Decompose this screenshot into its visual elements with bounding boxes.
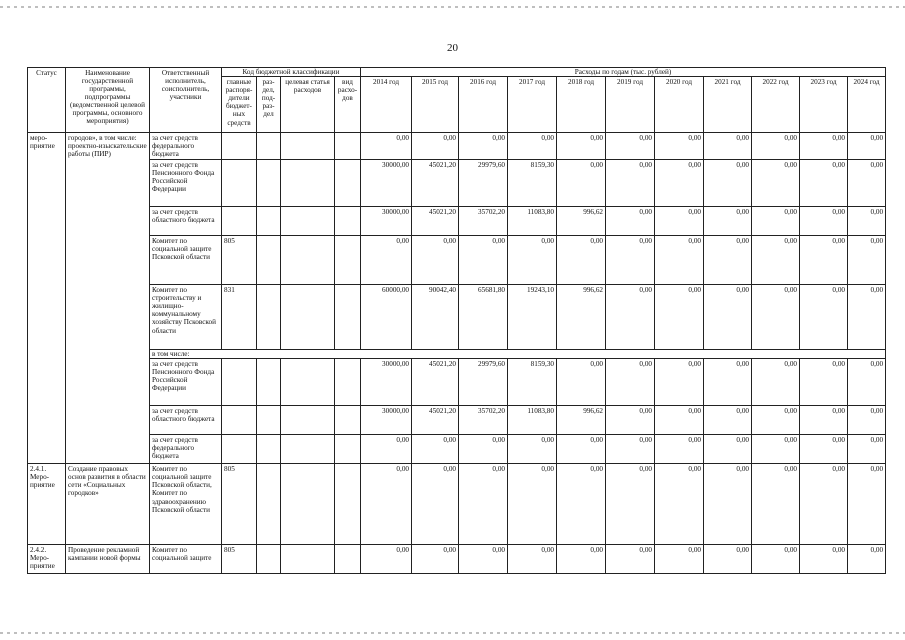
year-value-cell: 0,00 bbox=[459, 435, 508, 464]
table-row bbox=[28, 236, 886, 285]
year-value-cell: 45021,20 bbox=[412, 359, 459, 406]
year-value-cell: 0,00 bbox=[800, 285, 848, 350]
year-value-cell: 0,00 bbox=[508, 435, 557, 464]
grbs-cell: 805 bbox=[222, 236, 257, 285]
year-value-cell: 45021,20 bbox=[412, 160, 459, 207]
year-value-cell: 0,00 bbox=[361, 545, 412, 574]
year-value-cell: 0,00 bbox=[800, 545, 848, 574]
table-row bbox=[28, 464, 886, 545]
year-value-cell: 0,00 bbox=[752, 160, 800, 207]
table-row bbox=[28, 160, 886, 207]
section-cell bbox=[257, 236, 281, 285]
year-value-cell: 45021,20 bbox=[412, 406, 459, 435]
year-value-cell: 0,00 bbox=[800, 236, 848, 285]
year-value-cell: 0,00 bbox=[606, 285, 655, 350]
responsible-cell: за счет средств Пенсионного Фонда Российской Федерации bbox=[150, 160, 222, 207]
year-value-cell: 8159,30 bbox=[508, 359, 557, 406]
year-value-cell: 0,00 bbox=[557, 545, 606, 574]
year-value-cell: 0,00 bbox=[752, 236, 800, 285]
year-value-cell: 996,62 bbox=[557, 285, 606, 350]
expense-type-cell bbox=[335, 359, 361, 406]
year-value-cell: 0,00 bbox=[606, 435, 655, 464]
year-value-cell: 0,00 bbox=[752, 464, 800, 545]
year-value-cell: 35702,20 bbox=[459, 207, 508, 236]
year-value-cell: 0,00 bbox=[606, 359, 655, 406]
year-value-cell: 0,00 bbox=[848, 236, 886, 285]
year-value-cell: 45021,20 bbox=[412, 207, 459, 236]
year-value-cell: 0,00 bbox=[557, 464, 606, 545]
year-value-cell: 0,00 bbox=[848, 545, 886, 574]
year-value-cell: 0,00 bbox=[557, 133, 606, 160]
year-value-cell: 0,00 bbox=[459, 464, 508, 545]
year-value-cell: 0,00 bbox=[606, 236, 655, 285]
year-value-cell: 0,00 bbox=[704, 406, 752, 435]
year-value-cell: 0,00 bbox=[800, 359, 848, 406]
target-article-cell bbox=[281, 207, 335, 236]
subtotal-label-row bbox=[28, 350, 886, 359]
target-article-cell bbox=[281, 133, 335, 160]
year-value-cell: 0,00 bbox=[459, 133, 508, 160]
year-value-cell: 30000,00 bbox=[361, 406, 412, 435]
year-value-cell: 65681,80 bbox=[459, 285, 508, 350]
section-cell bbox=[257, 435, 281, 464]
table-row bbox=[28, 133, 886, 160]
year-value-cell: 0,00 bbox=[412, 435, 459, 464]
year-value-cell: 0,00 bbox=[848, 435, 886, 464]
section-cell bbox=[257, 133, 281, 160]
year-value-cell: 0,00 bbox=[655, 406, 704, 435]
in-total-label: в том числе: bbox=[150, 350, 886, 359]
year-value-cell: 0,00 bbox=[606, 464, 655, 545]
year-value-cell: 0,00 bbox=[848, 464, 886, 545]
year-value-cell: 0,00 bbox=[655, 133, 704, 160]
header-year: 2015 год bbox=[412, 77, 459, 133]
header-code-col: раз-дел, под-раз-дел bbox=[257, 77, 281, 133]
table-row bbox=[28, 207, 886, 236]
year-value-cell: 0,00 bbox=[557, 236, 606, 285]
section-cell bbox=[257, 464, 281, 545]
year-value-cell: 0,00 bbox=[655, 464, 704, 545]
expense-type-cell bbox=[335, 406, 361, 435]
year-value-cell: 0,00 bbox=[800, 464, 848, 545]
header-year: 2020 год bbox=[655, 77, 704, 133]
scan-top-edge bbox=[0, 6, 905, 8]
year-value-cell: 19243,10 bbox=[508, 285, 557, 350]
year-value-cell: 0,00 bbox=[606, 406, 655, 435]
header-year: 2018 год bbox=[557, 77, 606, 133]
target-article-cell bbox=[281, 285, 335, 350]
expense-type-cell bbox=[335, 236, 361, 285]
budget-table bbox=[27, 67, 886, 574]
expense-type-cell bbox=[335, 133, 361, 160]
expense-type-cell bbox=[335, 285, 361, 350]
year-value-cell: 0,00 bbox=[606, 207, 655, 236]
year-value-cell: 0,00 bbox=[752, 406, 800, 435]
year-value-cell: 29979,60 bbox=[459, 359, 508, 406]
year-value-cell: 0,00 bbox=[752, 545, 800, 574]
year-value-cell: 0,00 bbox=[752, 285, 800, 350]
year-value-cell: 0,00 bbox=[459, 236, 508, 285]
year-value-cell: 35702,20 bbox=[459, 406, 508, 435]
year-value-cell: 0,00 bbox=[508, 133, 557, 160]
responsible-cell: Комитет по социальной защите Псковской области bbox=[150, 236, 222, 285]
header-expenses: Расходы по годам (тыс. рублей) bbox=[361, 68, 886, 77]
year-value-cell: 996,62 bbox=[557, 207, 606, 236]
grbs-cell bbox=[222, 406, 257, 435]
year-value-cell: 8159,30 bbox=[508, 160, 557, 207]
target-article-cell bbox=[281, 464, 335, 545]
year-value-cell: 0,00 bbox=[361, 435, 412, 464]
responsible-cell: Комитет по строительству и жилищно-коммунальному хозяйству Псковской области bbox=[150, 285, 222, 350]
year-value-cell: 0,00 bbox=[848, 133, 886, 160]
header-responsible: Ответственный исполнитель, соисполнитель, участники bbox=[150, 68, 222, 133]
grbs-cell bbox=[222, 133, 257, 160]
year-value-cell: 0,00 bbox=[606, 160, 655, 207]
year-value-cell: 0,00 bbox=[704, 545, 752, 574]
year-value-cell: 0,00 bbox=[655, 160, 704, 207]
header-year: 2021 год bbox=[704, 77, 752, 133]
year-value-cell: 0,00 bbox=[704, 435, 752, 464]
year-value-cell: 0,00 bbox=[752, 435, 800, 464]
responsible-cell: за счет средств федерального бюджета bbox=[150, 133, 222, 160]
header-status: Статус bbox=[28, 68, 66, 133]
page-number: 20 bbox=[447, 42, 458, 54]
header-year: 2016 год bbox=[459, 77, 508, 133]
year-value-cell: 996,62 bbox=[557, 406, 606, 435]
year-value-cell: 0,00 bbox=[606, 545, 655, 574]
year-value-cell: 0,00 bbox=[752, 133, 800, 160]
year-value-cell: 0,00 bbox=[800, 435, 848, 464]
year-value-cell: 0,00 bbox=[557, 359, 606, 406]
header-code-col: вид расхо-дов bbox=[335, 77, 361, 133]
expense-type-cell bbox=[335, 545, 361, 574]
expense-type-cell bbox=[335, 207, 361, 236]
year-value-cell: 0,00 bbox=[557, 435, 606, 464]
year-value-cell: 0,00 bbox=[508, 464, 557, 545]
year-value-cell: 0,00 bbox=[557, 160, 606, 207]
header-year: 2023 год bbox=[800, 77, 848, 133]
year-value-cell: 0,00 bbox=[752, 359, 800, 406]
year-value-cell: 0,00 bbox=[655, 207, 704, 236]
responsible-cell: за счет средств областного бюджета bbox=[150, 406, 222, 435]
year-value-cell: 0,00 bbox=[361, 133, 412, 160]
year-value-cell: 0,00 bbox=[459, 545, 508, 574]
year-value-cell: 0,00 bbox=[704, 160, 752, 207]
year-value-cell: 0,00 bbox=[361, 236, 412, 285]
year-value-cell: 90042,40 bbox=[412, 285, 459, 350]
year-value-cell: 0,00 bbox=[655, 236, 704, 285]
table-row bbox=[28, 285, 886, 350]
grbs-cell: 805 bbox=[222, 464, 257, 545]
status-cell: меро-приятие bbox=[28, 133, 66, 464]
responsible-cell: за счет средств Пенсионного Фонда Российской Федерации bbox=[150, 359, 222, 406]
year-value-cell: 0,00 bbox=[848, 160, 886, 207]
responsible-cell: за счет средств федерального бюджета bbox=[150, 435, 222, 464]
year-value-cell: 0,00 bbox=[412, 236, 459, 285]
table-row bbox=[28, 435, 886, 464]
responsible-cell: за счет средств областного бюджета bbox=[150, 207, 222, 236]
year-value-cell: 0,00 bbox=[412, 133, 459, 160]
expense-type-cell bbox=[335, 464, 361, 545]
year-value-cell: 0,00 bbox=[704, 464, 752, 545]
header-row-1 bbox=[28, 68, 886, 77]
header-year: 2024 год bbox=[848, 77, 886, 133]
year-value-cell: 30000,00 bbox=[361, 207, 412, 236]
year-value-cell: 0,00 bbox=[848, 207, 886, 236]
year-value-cell: 29979,60 bbox=[459, 160, 508, 207]
header-year: 2017 год bbox=[508, 77, 557, 133]
target-article-cell bbox=[281, 545, 335, 574]
year-value-cell: 11083,80 bbox=[508, 207, 557, 236]
responsible-cell: Комитет по социальной защите Псковской области, Комитет по здравоохранению Псковской области bbox=[150, 464, 222, 545]
expense-type-cell bbox=[335, 160, 361, 207]
header-year: 2019 год bbox=[606, 77, 655, 133]
target-article-cell bbox=[281, 435, 335, 464]
table-row bbox=[28, 406, 886, 435]
year-value-cell: 0,00 bbox=[655, 285, 704, 350]
section-cell bbox=[257, 207, 281, 236]
header-code-col: целевая статья расходов bbox=[281, 77, 335, 133]
name-cell: Создание правовых основ развития в области сети «Социальных городков» bbox=[66, 464, 150, 545]
year-value-cell: 0,00 bbox=[800, 207, 848, 236]
year-value-cell: 0,00 bbox=[800, 133, 848, 160]
year-value-cell: 0,00 bbox=[848, 406, 886, 435]
year-value-cell: 0,00 bbox=[606, 133, 655, 160]
year-value-cell: 0,00 bbox=[704, 236, 752, 285]
grbs-cell bbox=[222, 160, 257, 207]
year-value-cell: 0,00 bbox=[800, 406, 848, 435]
header-year: 2022 год bbox=[752, 77, 800, 133]
year-value-cell: 0,00 bbox=[655, 359, 704, 406]
target-article-cell bbox=[281, 359, 335, 406]
year-value-cell: 60000,00 bbox=[361, 285, 412, 350]
section-cell bbox=[257, 160, 281, 207]
year-value-cell: 30000,00 bbox=[361, 160, 412, 207]
target-article-cell bbox=[281, 160, 335, 207]
year-value-cell: 0,00 bbox=[412, 464, 459, 545]
year-value-cell: 0,00 bbox=[508, 236, 557, 285]
year-value-cell: 0,00 bbox=[752, 207, 800, 236]
header-year: 2014 год bbox=[361, 77, 412, 133]
status-cell: 2.4.1. Меро-приятие bbox=[28, 464, 66, 545]
year-value-cell: 0,00 bbox=[848, 359, 886, 406]
status-cell: 2.4.2. Меро-приятие bbox=[28, 545, 66, 574]
year-value-cell: 0,00 bbox=[848, 285, 886, 350]
table-row bbox=[28, 359, 886, 406]
header-budget-code: Код бюджетной классификации bbox=[222, 68, 361, 77]
table-row bbox=[28, 545, 886, 574]
year-value-cell: 0,00 bbox=[508, 545, 557, 574]
header-name: Наименование государственной программы, подпрограммы (ведомственной целевой программы, основного мероприятия) bbox=[66, 68, 150, 133]
section-cell bbox=[257, 406, 281, 435]
target-article-cell bbox=[281, 236, 335, 285]
year-value-cell: 0,00 bbox=[655, 435, 704, 464]
name-cell: городов», в том числе: проектно-изыскательские работы (ПИР) bbox=[66, 133, 150, 464]
year-value-cell: 0,00 bbox=[704, 285, 752, 350]
year-value-cell: 0,00 bbox=[655, 545, 704, 574]
year-value-cell: 30000,00 bbox=[361, 359, 412, 406]
year-value-cell: 0,00 bbox=[704, 133, 752, 160]
section-cell bbox=[257, 545, 281, 574]
year-value-cell: 0,00 bbox=[361, 464, 412, 545]
target-article-cell bbox=[281, 406, 335, 435]
year-value-cell: 0,00 bbox=[800, 160, 848, 207]
year-value-cell: 0,00 bbox=[704, 207, 752, 236]
section-cell bbox=[257, 359, 281, 406]
year-value-cell: 0,00 bbox=[412, 545, 459, 574]
year-value-cell: 0,00 bbox=[704, 359, 752, 406]
scan-bottom-edge bbox=[0, 632, 905, 634]
grbs-cell: 831 bbox=[222, 285, 257, 350]
expense-type-cell bbox=[335, 435, 361, 464]
header-code-col: главные распоря-дители бюджет-ных средств bbox=[222, 77, 257, 133]
name-cell: Проведение рекламной кампании новой формы bbox=[66, 545, 150, 574]
responsible-cell: Комитет по социальной защите bbox=[150, 545, 222, 574]
grbs-cell bbox=[222, 435, 257, 464]
grbs-cell bbox=[222, 207, 257, 236]
grbs-cell bbox=[222, 359, 257, 406]
year-value-cell: 11083,80 bbox=[508, 406, 557, 435]
section-cell bbox=[257, 285, 281, 350]
grbs-cell: 805 bbox=[222, 545, 257, 574]
